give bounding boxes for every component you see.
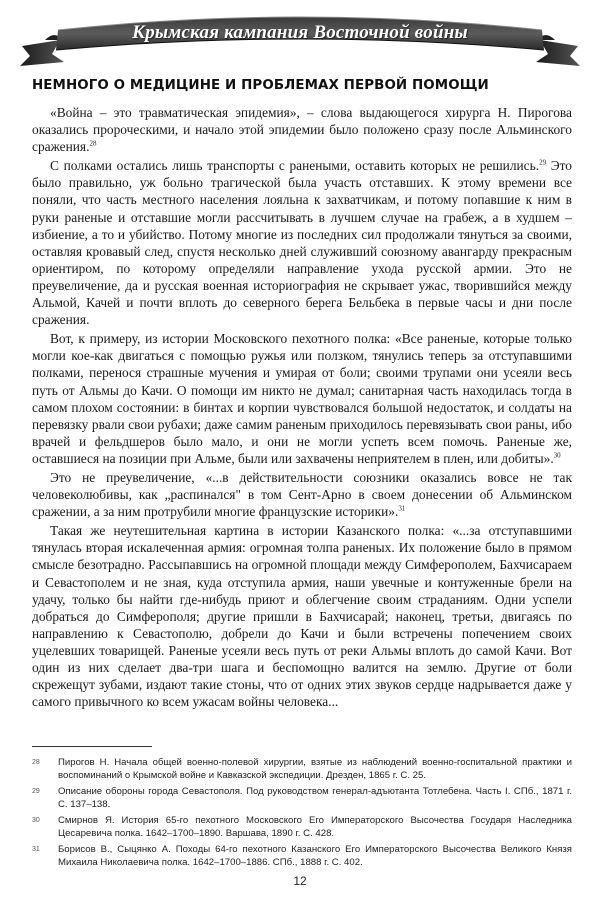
footnote (32, 785, 572, 811)
paragraph (32, 157, 572, 328)
footnote-number: 29 (32, 788, 40, 795)
footnote (32, 814, 572, 840)
footnotes (32, 756, 572, 872)
paragraph-text-continued: Это было правильно, уж больно трагической была участь отставших. К этому времени все поняли, что часть местного населения лояльна к захватчикам, и потому попавшие к ним в руки раненые и отставшие могли рассчитывать в лучшем случае на грабеж, а в худшем – избиение, а то и убийство. Потому многие из последних сил продолжали тянуться за своими, оставляя кровавый след, спустя несколько дней служивший союзному авангарду прекрасным ориентиром, по которому определяли направление ухода русской армии. Это не преувеличение, да и русская военная историография не скрывает ужас, творившийся между Альмой, Качей и почти вплоть до северного берега Бельбека в первые часы и дни после сражения. (32, 158, 572, 328)
footnote-ref[interactable]: 30 (553, 451, 561, 460)
section-heading: НЕМНОГО О МЕДИЦИНЕ И ПРОБЛЕМАХ ПЕРВОЙ ПОМОЩИ (32, 78, 489, 93)
footnote (32, 843, 572, 869)
running-header-title: Крымская кампания Восточной войны (132, 22, 468, 43)
footnote-divider (32, 746, 152, 747)
paragraph (32, 330, 572, 467)
footnote (32, 756, 572, 782)
paragraph (32, 522, 572, 710)
footnote-number: 28 (32, 759, 40, 766)
paragraph-text: С полками остались лишь транспорты с ранеными, оставить которых не решились. (50, 158, 540, 174)
footnote-number: 30 (32, 817, 40, 824)
footnote-ref[interactable]: 31 (398, 504, 406, 513)
header-banner (0, 0, 600, 72)
body-text (32, 104, 572, 712)
paragraph-text: Вот, к примеру, из истории Московского пехотного полка: «Все раненые, которые только могли кое-как двигаться с помощью ружья или ползком, тянулись теперь за отступавшими полками, перенося страшные мучения и умирая от боли; своими трупами они усеяли весь путь от Альмы до Качи. О помощи им никто не думал; санитарная часть находилась тогда в самом плохом состоянии: в бинтах и корпии чувствовался большой недостаток, и солдаты на перевязку рвали свои рубахи; даже самим раненым приходилось перевязывать свои раны, ибо врачей и фельдшеров было мало, и они не могли успеть всем помочь. Раненые же, оставшиеся на позиции при Альме, были или захвачены неприятелем в плен, или добиты». (32, 331, 572, 466)
page-number: 12 (293, 874, 307, 888)
footnote-text: Борисов В., Сыцянко А. Походы 64-го пехотного Казанского Его Императорского Высочества Великого Князя Михаила Николаевича полка. 1642–1700–1886. СПб., 1888 г. С. 402. (58, 844, 572, 868)
footnote-text: Описание обороны города Севастополя. Под руководством генерал-адъютанта Тотлебена. Часть I. СПб., 1871 г. С. 137–138. (58, 786, 572, 810)
paragraph (32, 469, 572, 520)
paragraph-text: «Война – это травматическая эпидемия», – слова выдающегося хирурга Н. Пирогова оказались пророческими, и начало этой эпидемии было положено сразу после Альминского сражения. (32, 105, 572, 155)
footnote-ref[interactable]: 29 (539, 158, 547, 167)
footnote-ref[interactable]: 28 (89, 139, 97, 148)
paragraph (32, 104, 572, 155)
paragraph-text: Это не преувеличение, «...в действительности союзники оказались вовсе не так человеколюбивы, как „распинался" в том Сент-Арно в своем донесении об Альминском сражении, а за ним протрубили многие французские историки». (32, 469, 572, 520)
footnote-number: 31 (32, 846, 40, 853)
footnote-text: Смирнов Я. История 65-го пехотного Московского Его Императорского Высочества Государя Наследника Цесаревича полка. 1642–1700–1890. Варшава, 1890 г. С. 428. (58, 815, 572, 839)
footnote-text: Пирогов Н. Начала общей военно-полевой хирургии, взятые из наблюдений военно-госпитальной практики и воспоминаний о Крымской войне и Кавказской экспедиции. Дрезден, 1865 г. С. 25. (58, 757, 572, 781)
paragraph-text: Такая же неутешительная картина в истории Казанского полка: «...за отступавшими тянулась вторая искалеченная армия: огромная толпа раненых. Их положение было в прямом смысле безотрадно. Рассыпавшись на огромной площади между Симферополем, Бахчисараем и Севастополем и не зная, куда отступила армия, наши увечные и контуженные брели на удачу, только бы найти где-нибудь приют и облегчение своим страданиям. Одни успели добраться до Симферополя; другие пришли в Бахчисарай; наконец, третьи, двигаясь по направлению к Севастополю, добрели до Качи и были встречены попечением своих уцелевших товарищей. Раненые усеяли весь путь от реки Альмы вплоть до самой Качи. Вот один из них сделает два-три шага и беспомощно валится на землю. Другие от боли скрежещут зубами, издают такие стоны, что от одних этих звуков сердце надрывается даже у самого привычного ко всем ужасам войны человека... (32, 523, 572, 710)
